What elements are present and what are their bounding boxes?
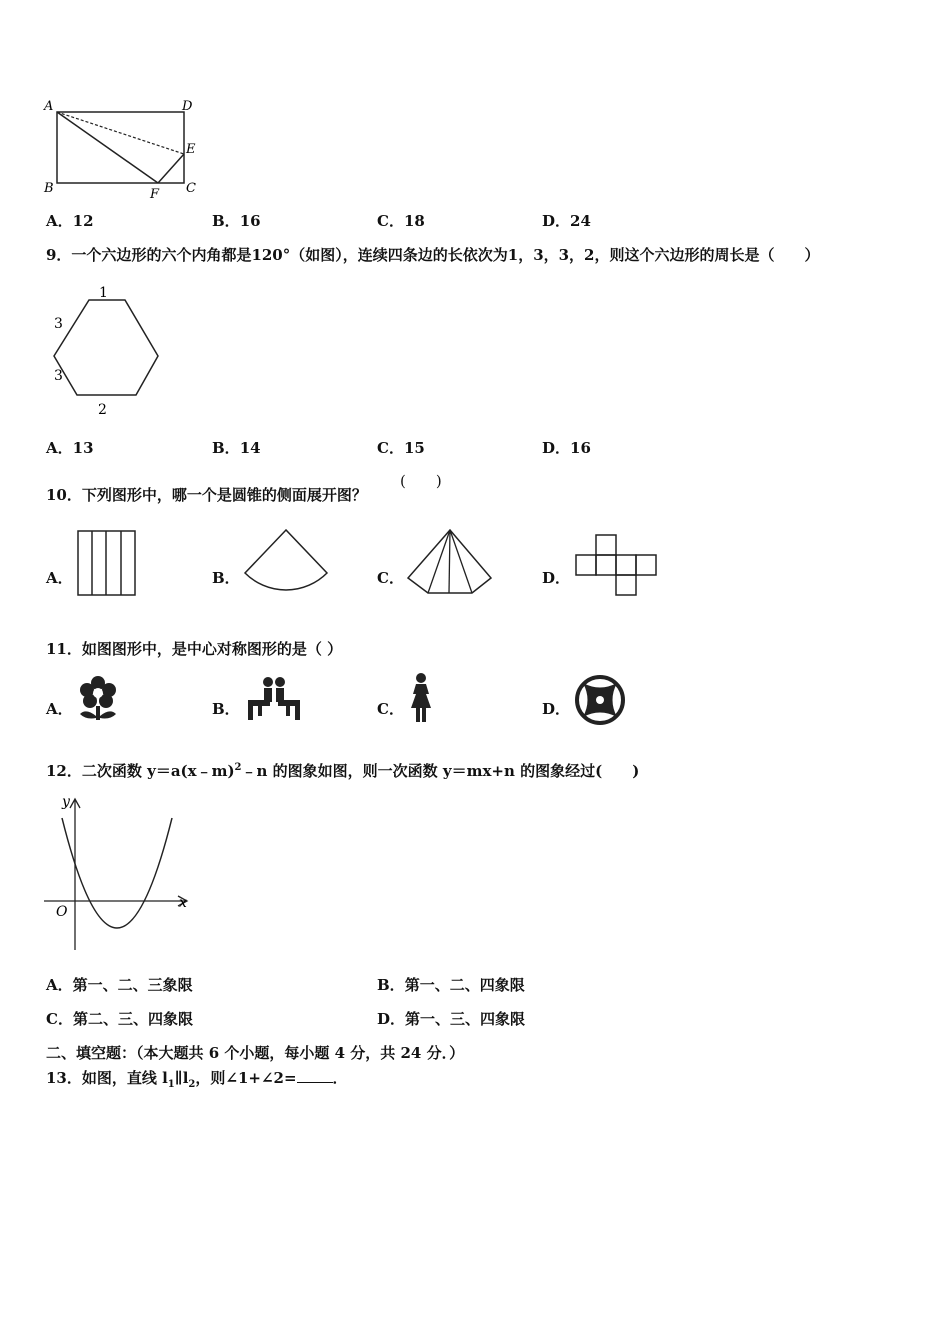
label-b: B [44, 181, 54, 196]
net-square [596, 555, 616, 575]
q10-answer-paren: ( ) [400, 472, 442, 490]
q11-couple-bench-icon [244, 674, 304, 724]
option-text: 第一、二、四象限 [404, 976, 525, 994]
hexagon-side-bottom: 2 [98, 402, 107, 418]
q13-subscript-1: 1 [167, 1079, 175, 1090]
option-text: 18 [403, 212, 425, 230]
q12-option-b [377, 975, 525, 995]
q13-question-text [46, 1068, 348, 1095]
q13-answer-blank[interactable] [297, 1068, 333, 1083]
q13-subscript-2: 2 [188, 1079, 196, 1090]
q12-question-text [46, 758, 639, 781]
pyramid-edge [449, 530, 450, 593]
net-square [616, 555, 636, 575]
q9-hexagon-figure [44, 283, 164, 418]
option-letter: A． [46, 439, 73, 457]
option-text: 13 [72, 439, 94, 457]
option-text: 16 [239, 212, 261, 230]
rectangle-abcd [57, 112, 184, 183]
option-letter: A． [46, 212, 73, 230]
option-text: 15 [403, 439, 425, 457]
option-letter: C． [46, 1010, 73, 1028]
q11-option-a: A． [46, 700, 73, 718]
segment-af [57, 112, 158, 183]
hexagon [54, 300, 158, 395]
q10-option-d: D． [542, 569, 571, 587]
label-f: F [150, 187, 160, 202]
option-letter: A． [46, 976, 73, 994]
q10-figure-a-strips [76, 529, 138, 599]
q10-option-a: A． [46, 569, 73, 587]
label-e: E [186, 142, 196, 157]
option-letter: B． [377, 976, 405, 994]
q9-option-c [377, 438, 425, 458]
label-d: D [182, 99, 193, 114]
q9-option-d [542, 438, 591, 458]
section-heading-fill-in: 二、填空题：（本大题共 6 个小题，每小题 4 分，共 24 分．） [46, 1044, 465, 1062]
q11-question-text: 11．如图图形中，是中心对称图形的是（ ） [46, 640, 343, 658]
q10-option-b: B． [212, 569, 240, 587]
net-square [616, 575, 636, 595]
option-letter: D． [542, 212, 571, 230]
option-text: 14 [239, 439, 261, 457]
q13-text-part-b: ∥l [174, 1069, 189, 1087]
origin-label: O [56, 904, 68, 920]
parabola-curve [62, 818, 172, 928]
y-axis-label: y [62, 794, 70, 810]
x-axis-label: x [179, 895, 187, 911]
q12-exponent: 2 [234, 762, 242, 773]
q13-text-part-a: 13．如图，直线 l [46, 1069, 168, 1087]
option-text: 第二、三、四象限 [72, 1010, 193, 1028]
q12-option-a [46, 975, 193, 995]
q12-text-part-b: ﹣n 的图象如图，则一次函数 y＝mx+n 的图象经过( ) [241, 762, 640, 780]
q11-flower-icon [76, 674, 122, 724]
q11-option-d: D． [542, 700, 571, 718]
q11-option-b: B． [212, 700, 240, 718]
pyramid-edge [428, 530, 450, 593]
segment-fe [158, 154, 184, 183]
q8-option-c [377, 211, 425, 231]
q8-option-d [542, 211, 591, 231]
net-square [596, 535, 616, 555]
segment-ae-dashed [57, 112, 184, 154]
q9-option-b [212, 438, 261, 458]
option-letter: C． [377, 212, 404, 230]
hexagon-side-lower-left: 3 [54, 368, 63, 384]
option-text: 12 [72, 212, 94, 230]
option-letter: B． [212, 212, 240, 230]
option-letter: B． [212, 439, 240, 457]
q12-option-c [46, 1009, 193, 1029]
q8-rectangle-figure [40, 96, 210, 206]
hexagon-side-top: 1 [99, 285, 108, 301]
q9-question-text: 9．一个六边形的六个内角都是120°（如图），连续四条边的长依次为1，3，3，2，则这个六边形的周长是（ ） [46, 246, 820, 264]
option-letter: C． [377, 439, 404, 457]
q10-option-c: C． [377, 569, 404, 587]
option-text: 第一、三、四象限 [405, 1010, 526, 1028]
q11-circle-x-icon [574, 674, 626, 726]
q12-text-part-a: 12．二次函数 y＝a(x﹣m) [46, 762, 235, 780]
q11-option-c: C． [377, 700, 404, 718]
q10-figure-b-sector [240, 527, 332, 599]
q12-option-d [377, 1009, 525, 1029]
net-square [576, 555, 596, 575]
option-letter: D． [542, 439, 571, 457]
net-square [636, 555, 656, 575]
hexagon-side-upper-left: 3 [54, 316, 63, 332]
label-a: A [44, 99, 54, 114]
q10-question-text: 10．下列图形中，哪一个是圆锥的侧面展开图？ [46, 486, 367, 504]
q8-option-a [46, 211, 94, 231]
option-text: 24 [570, 212, 591, 230]
pyramid-edge [450, 530, 472, 593]
option-text: 第一、二、三象限 [72, 976, 193, 994]
option-text: 16 [570, 439, 591, 457]
q9-option-a [46, 438, 94, 458]
q8-option-b [212, 211, 261, 231]
label-c: C [186, 181, 196, 196]
q10-figure-d-cube-net [574, 533, 660, 599]
q10-figure-c-pyramid [405, 527, 495, 599]
sector-shape [245, 530, 327, 590]
q13-text-end: ． [332, 1069, 348, 1087]
q12-parabola-graph [40, 790, 200, 955]
option-letter: D． [377, 1010, 406, 1028]
q13-text-part-c: ，则∠1+∠2= [195, 1069, 297, 1087]
q11-woman-icon [406, 672, 436, 726]
